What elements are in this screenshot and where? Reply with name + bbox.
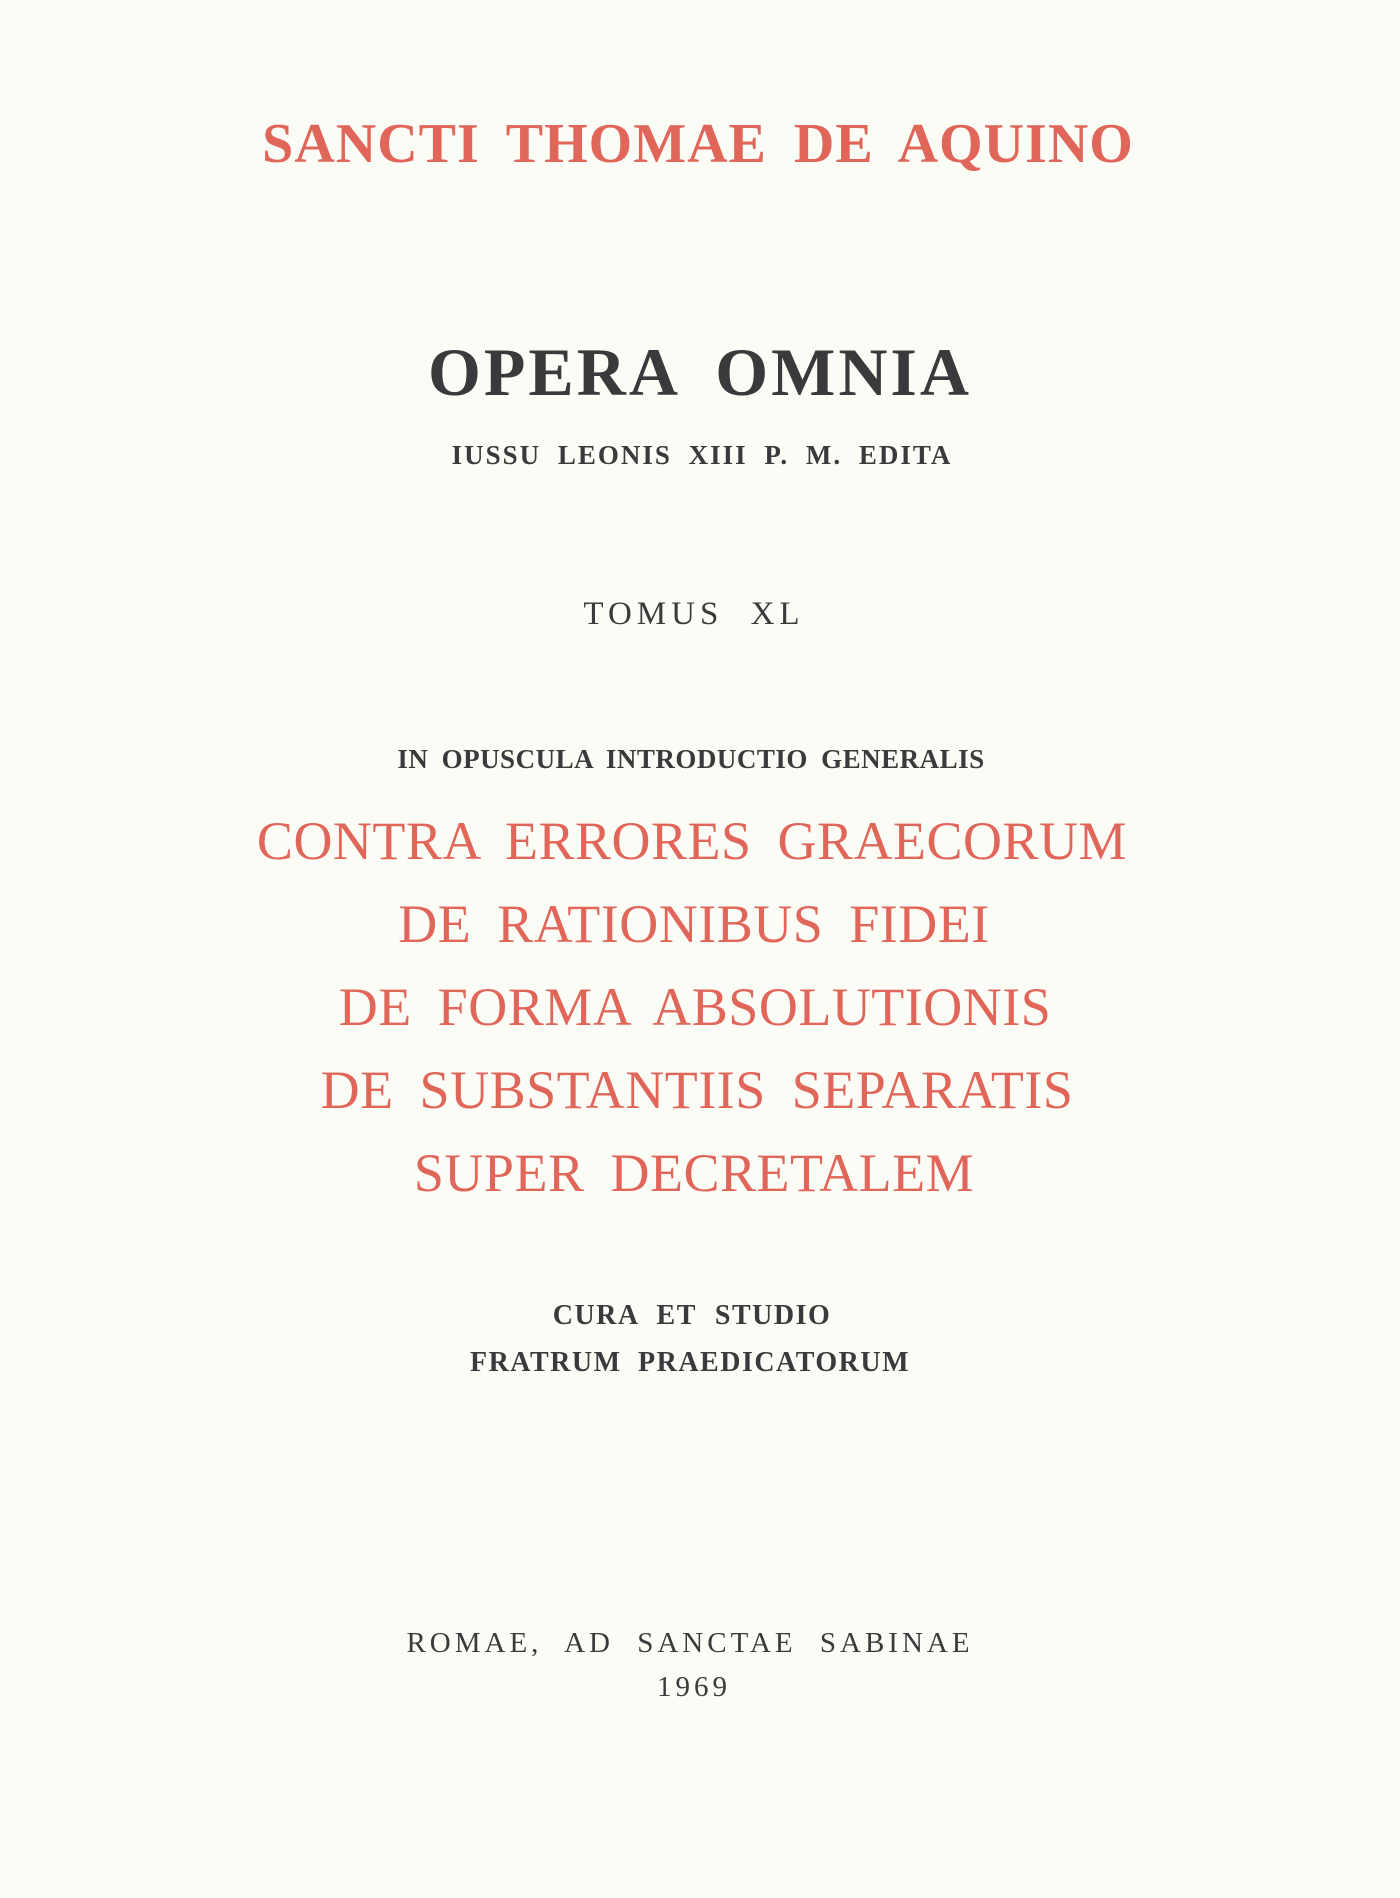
- work-title: CONTRA ERRORES GRAECORUM: [256, 811, 1128, 871]
- work-title: SUPER DECRETALEM: [413, 1143, 975, 1203]
- imprint-year: 1969: [657, 1671, 731, 1703]
- work-title: DE FORMA ABSOLUTIONIS: [338, 977, 1052, 1037]
- work-title: DE RATIONIBUS FIDEI: [398, 894, 990, 954]
- editors-line-2: FRATRUM PRAEDICATORUM: [469, 1347, 911, 1378]
- introduction-heading: IN OPUSCULA INTRODUCTIO GENERALIS: [397, 744, 985, 774]
- series-title: OPERA OMNIA: [428, 334, 972, 410]
- author-name: SANCTI THOMAE DE AQUINO: [262, 113, 1134, 175]
- imprint-place: ROMAE, AD SANCTAE SABINAE: [406, 1627, 974, 1659]
- work-title: DE SUBSTANTIIS SEPARATIS: [320, 1060, 1074, 1120]
- edition-note: IUSSU LEONIS XIII P. M. EDITA: [451, 440, 953, 470]
- editors-line-1: CURA ET STUDIO: [552, 1300, 832, 1331]
- volume-number: TOMUS XL: [583, 596, 805, 632]
